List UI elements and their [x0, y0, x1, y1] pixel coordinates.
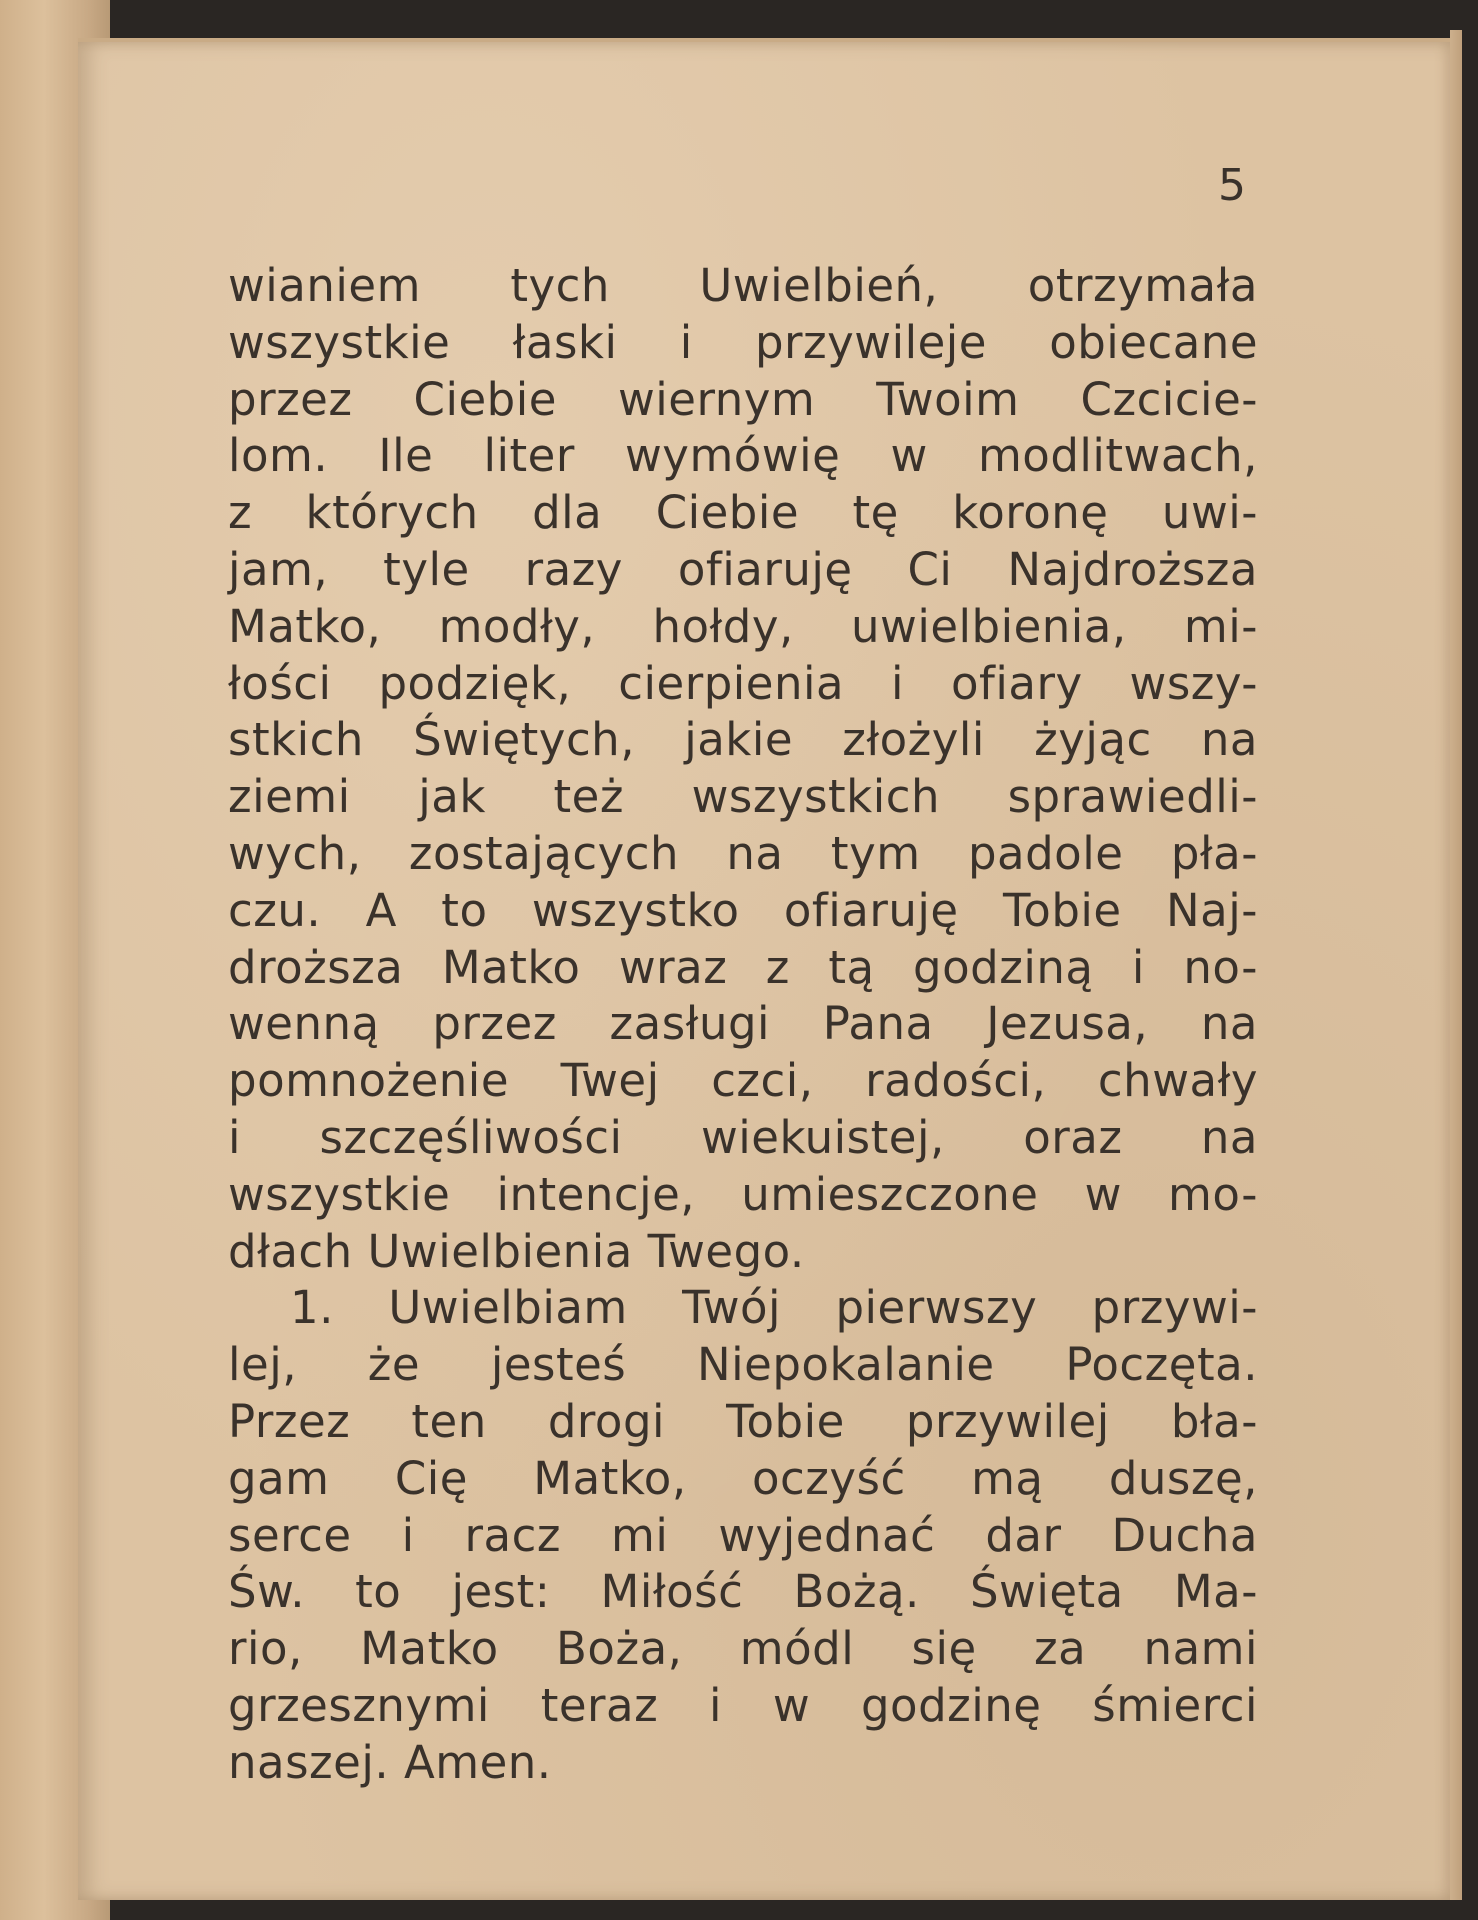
text-line: Św. to jest: Miłość Bożą. Święta Ma- [228, 1565, 1258, 1619]
text-line: pomnożenie Twej czci, radości, chwały [228, 1054, 1258, 1108]
page-edge [1450, 30, 1462, 1900]
text-line: jam, tyle razy ofiaruję Ci Najdroższa [228, 542, 1258, 596]
numbered-paragraph-start: 1. Uwielbiam Twój pierwszy przywi- [290, 1281, 1258, 1335]
text-line: przez Ciebie wiernym Twoim Czcicie- [228, 372, 1258, 426]
page-number: 5 [1218, 160, 1246, 211]
text-line: lej, że jesteś Niepokalanie Poczęta. [228, 1338, 1258, 1392]
text-line: i szczęśliwości wiekuistej, oraz na [228, 1110, 1258, 1164]
text-line: gam Cię Matko, oczyść mą duszę, [228, 1451, 1258, 1505]
text-line: wszystkie intencje, umieszczone w mo- [228, 1167, 1258, 1221]
text-line: z których dla Ciebie tę koronę uwi- [228, 486, 1258, 540]
text-line: droższa Matko wraz z tą godziną i no- [228, 940, 1258, 994]
page-text [228, 258, 1258, 1792]
paragraph-end-line: naszej. Amen. [228, 1735, 552, 1789]
text-line: serce i racz mi wyjednać dar Ducha [228, 1508, 1258, 1562]
text-line: Przez ten drogi Tobie przywilej bła- [228, 1394, 1258, 1448]
paragraph-end-line: dłach Uwielbienia Twego. [228, 1224, 805, 1278]
text-line: Matko, modły, hołdy, uwielbienia, mi- [228, 599, 1258, 653]
text-line: czu. A to wszystko ofiaruję Tobie Naj- [228, 883, 1258, 937]
text-line: rio, Matko Boża, módl się za nami [228, 1622, 1258, 1676]
text-line: stkich Świętych, jakie złożyli żyjąc na [228, 713, 1258, 767]
text-line: wianiem tych Uwielbień, otrzymała [228, 259, 1258, 312]
text-line: wenną przez zasługi Pana Jezusa, na [228, 997, 1258, 1051]
text-line: łości podzięk, cierpienia i ofiary wszy- [228, 656, 1258, 710]
text-line: lom. Ile liter wymówię w modlitwach, [228, 429, 1258, 483]
text-line: ziemi jak też wszystkich sprawiedli- [228, 770, 1258, 824]
text-line: wych, zostających na tym padole pła- [228, 826, 1258, 880]
text-line: wszystkie łaski i przywileje obiecane [228, 315, 1258, 369]
text-line: grzesznymi teraz i w godzinę śmierci [228, 1678, 1258, 1732]
